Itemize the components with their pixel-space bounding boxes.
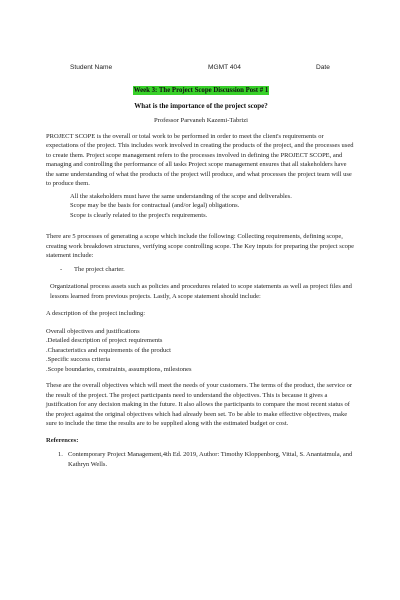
indented-point: Scope may be the basis for contractual (and/or legal) obligations. xyxy=(70,202,240,209)
intro-paragraph: PROJECT SCOPE is the overall or total work to be performed in order to meet the client's requirements or expectations of the project. This includes work involved in creating the products of the project, and the processes used to create them. Project scope management refers to the processes involved in defining the PROJECT SCOPE, and managing and controlling the performance of all tasks Project scope management ensures that all stakeholders have the same understanding of what the products of the project will produce, and what processes the project team will use to produce them. xyxy=(46,132,354,187)
description-item: .Detailed description of project requirements xyxy=(46,337,163,344)
question-heading: What is the importance of the project scope? xyxy=(134,101,268,110)
document-title: Week 3: The Project Scope Discussion Post # 1 xyxy=(133,87,269,94)
title-container xyxy=(46,86,356,96)
description-heading: A description of the project including: xyxy=(46,310,146,317)
org-paragraph: Organizational process assets such as policies and procedures related to scope statements as well as project files and lessons learned from previous projects. Lastly, A scope statement should include: xyxy=(50,283,352,300)
reference-item xyxy=(46,450,356,469)
references-list xyxy=(46,450,356,469)
description-item: .Characteristics and requirements of the product xyxy=(46,346,171,354)
indented-point: Scope is clearly related to the project's requirements. xyxy=(70,211,208,219)
professor-name: Professor Parvaneh Kazemi-Tabrizi xyxy=(153,117,248,124)
list-item xyxy=(46,265,356,275)
description-item: Overall objectives and justifications xyxy=(46,327,140,335)
processes-paragraph: There are 5 processes of generating a scope which include the following: Collecting requirements, defining scope, creating work breakdown structures, verifying scope controlling scope. The Key inputs for preparing the project scope statement include: xyxy=(46,233,354,259)
description-list xyxy=(46,327,356,375)
inputs-list xyxy=(46,265,356,275)
course-code: MGMT 404 xyxy=(208,64,241,71)
document-body xyxy=(46,86,356,476)
bullet-marker: - xyxy=(60,265,63,273)
closing-paragraph: These are the overall objectives which will meet the needs of your customers. The terms of the product, the service or the result of the project. The project participants need to understand the objectives. This is because it gives a justification for any decision making in the future. It also allows the participants to compare the most recent status of the project against the original objectives which had already been set. To be able to make effective objectives, make sure to include the time the results are to be supplied along with the estimated budget or cost. xyxy=(46,382,352,427)
reference-text: Contemporary Project Management,4th Ed. 2019, Author: Timothy Kloppenborg, Vittal, S. Anantatmula, and Kathryn Wells. xyxy=(68,451,353,468)
references-heading: References: xyxy=(46,436,79,444)
indented-point: All the stakeholders must have the same understanding of the scope and deliverables. xyxy=(70,192,292,200)
student-name-label: Student Name xyxy=(70,64,113,71)
date-label: Date xyxy=(316,64,330,71)
description-item: .Specific success criteria xyxy=(46,356,111,363)
reference-number: 1. xyxy=(58,451,63,458)
list-item-text: The project charter. xyxy=(74,265,125,273)
indented-points xyxy=(70,192,356,221)
description-item: .Scope boundaries, constraints, assumptions, milestones xyxy=(46,365,192,373)
